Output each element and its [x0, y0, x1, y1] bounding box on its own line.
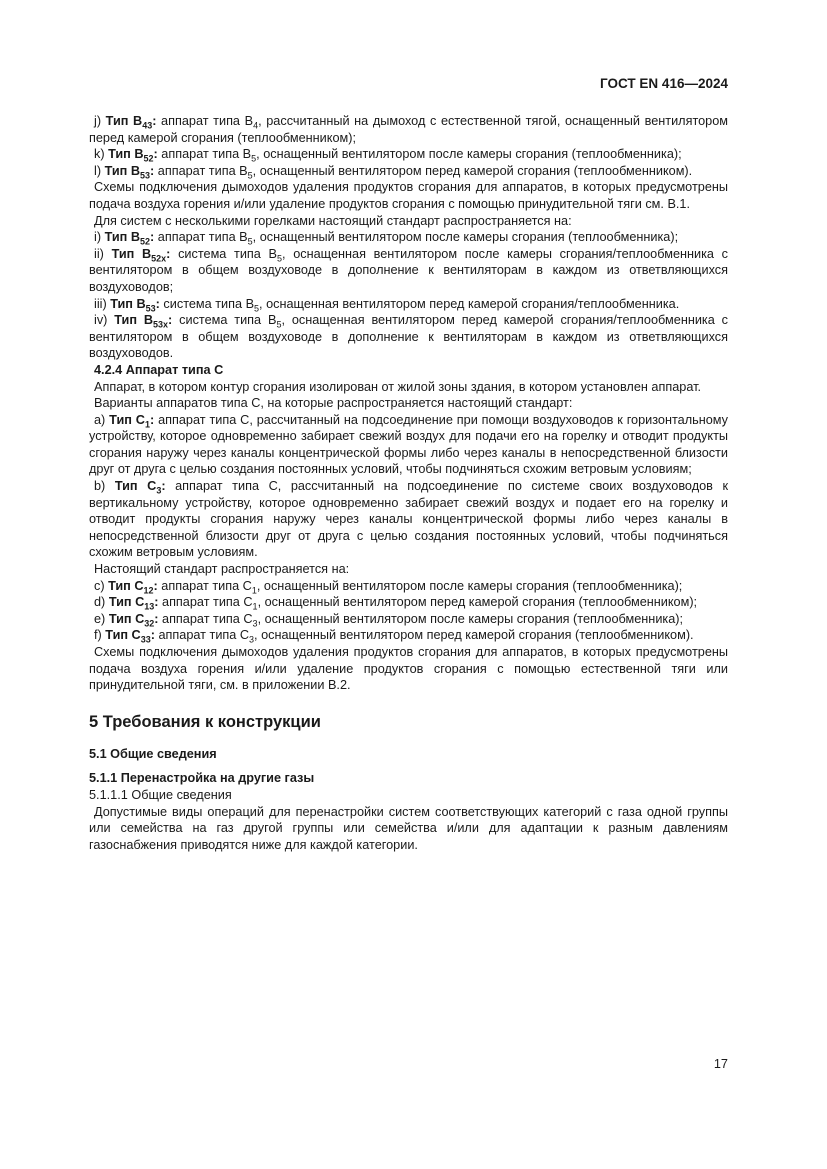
item-f: f) Тип $C_{33}$: аппарат типа $C_3$, оснащенный вентилятором перед камерой сгорания (теплообменником).	[94, 628, 694, 645]
para-applies: Настоящий стандарт распространяется на:	[94, 562, 350, 577]
item-iii: iii) Тип $B_{53}$: система типа $B_5$, оснащенная вентилятором перед камерой сгорания/теплообменника.	[94, 296, 680, 314]
page-content	[89, 113, 728, 853]
section-5-1-title: 5.1 Общие сведения	[89, 746, 217, 761]
item-l: l) Тип $B_{53}$: аппарат типа $B_5$, оснащенный вентилятором перед камерой сгорания (теплообменником).	[94, 163, 693, 181]
item-ii: ii) Тип $B_{52x}$: система типа $B_5$, оснащенная вентилятором после камеры сгорания/теплообменника с вентилятором в общем воздуховоде в дополнение к вентиляторам в каждом из ответвляющихся воздуховодов;	[89, 246, 729, 294]
item-e: e) Тип $C_{32}$: аппарат типа $C_3$, оснащенный вентилятором после камеры сгорания (теплообменника);	[94, 611, 684, 629]
page-number: 17	[713, 1057, 728, 1071]
document-header: ГОСТ EN 416—2024	[600, 76, 728, 91]
item-a: a) Тип $C_1$: аппарат типа C, рассчитанный на подсоединение при помощи воздуховодов к горизонтальному устройству, которое одновременно забирает свежий воздух для подачи его на горелку и отводит продукты сгорания наружу через каналы концентрической формы либо через каналы в непосредственной близости друг от друга с целью создания постоянных условий, чтобы подчиняться схожим ветровым условиям;	[89, 412, 729, 477]
item-iv: iv) Тип $B_{53x}$: система типа $B_5$, оснащенная вентилятором перед камерой сгорания/теплообменника с вентилятором в общем воздуховоде в дополнение к вентиляторам в каждом из ответвляющихся воздуховодов.	[89, 313, 729, 361]
section-5-para: Допустимые виды операций для перенастройки систем соответствующих категорий с газа одной группы или семейства на газ другой группы или семейства и/или для адаптации к разным давлениям газоснабжения приводятся ниже для каждой категории.	[89, 804, 728, 852]
item-i: i) Тип $B_{52}$: аппарат типа $B_5$, оснащенный вентилятором после камеры сгорания (теплообменника);	[94, 230, 679, 247]
para-schemes-c: Схемы подключения дымоходов удаления продуктов сгорания для аппаратов, в которых предусмотрены подача воздуха горения и/или удаление продуктов сгорания с помощью естественной тяги или принудительной тяги, см. в приложении B.2.	[89, 645, 728, 693]
para-schemes-b: Схемы подключения дымоходов удаления продуктов сгорания для аппаратов, в которых предусмотрены подача воздуха горения и/или удаление продуктов сгорания с помощью принудительной тяги см. B.1.	[89, 180, 728, 211]
para-multi: Для систем с несколькими горелками настоящий стандарт распространяется на:	[94, 213, 572, 228]
item-c: c) Тип $C_{12}$: аппарат типа $C_1$, оснащенный вентилятором после камеры сгорания (теплообменника);	[94, 578, 683, 596]
heading-4-2-4: 4.2.4 Аппарат типа C	[94, 362, 224, 377]
para-424-1: Аппарат, в котором контур сгорания изолирован от жилой зоны здания, в котором установлен аппарат.	[94, 379, 702, 394]
section-5-1-1-1-title: 5.1.1.1 Общие сведения	[89, 787, 232, 802]
item-j: j) Тип $B_{43}$: аппарат типа $B_4$, рассчитанный на дымоход с естественной тягой, оснащенный вентилятором перед камерой сгорания (теплообменником);	[89, 114, 728, 145]
item-k: k) Тип $B_{52}$: аппарат типа $B_5$, оснащенный вентилятором после камеры сгорания (теплообменника);	[94, 147, 682, 164]
item-d: d) Тип $C_{13}$: аппарат типа $C_1$, оснащенный вентилятором перед камерой сгорания (теплообменником);	[94, 595, 698, 612]
para-424-2: Варианты аппаратов типа C, на которые распространяется настоящий стандарт:	[94, 396, 573, 411]
item-b: b) Тип $C_3$: аппарат типа C, рассчитанный на подсоединение по системе своих воздуховодов к вертикальному устройству, которое одновременно забирает свежий воздух и подает его на горелку и отводит продукты сгорания наружу через каналы концентрической формы либо через каналы в непосредственной близости друг от друга с целью создания постоянных условий, чтобы подчиняться схожим ветровым условиям.	[89, 479, 729, 560]
section-5-1-1-title: 5.1.1 Перенастройка на другие газы	[89, 771, 315, 786]
section-5-title: 5 Требования к конструкции	[89, 712, 321, 731]
